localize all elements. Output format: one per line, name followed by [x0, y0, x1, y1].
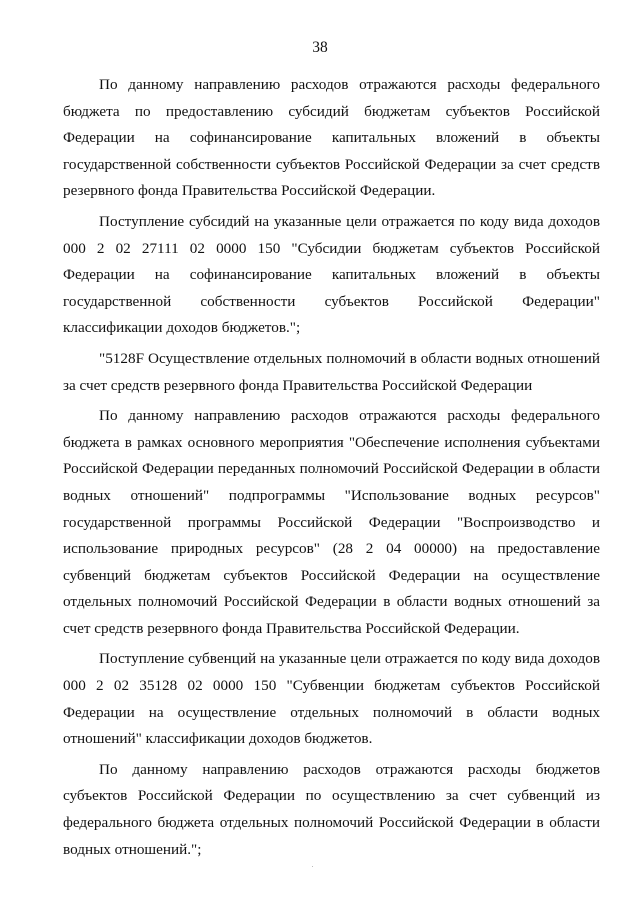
- paragraph-3: "5128F Осуществление отдельных полномочий в области водных отношений за счет средств резервного фонда Правительства Российской Федерации: [63, 349, 600, 394]
- paragraph-2: Поступление субсидий на указанные цели отражается по коду вида доходов 000 2 02 27111 02 0000 150 "Субсидии бюджетам субъектов Российской Федерации на софинансирование капитальных вложений в объекты государственной собственности субъектов Российской Федерации" классификации доходов бюджетов.";: [63, 212, 600, 337]
- document-body: [63, 72, 600, 867]
- paragraph-5: Поступление субвенций на указанные цели отражается по коду вида доходов 000 2 02 35128 02 0000 150 "Субвенции бюджетам субъектов Российской Федерации на осуществление отдельных полномочий в области водных отношений" классификации доходов бюджетов.: [63, 650, 600, 748]
- page-number: 38: [312, 39, 328, 56]
- scan-artifact: [312, 866, 313, 867]
- paragraph-6: По данному направлению расходов отражаются расходы бюджетов субъектов Российской Федерации по осуществлению за счет субвенций из федерального бюджета отдельных полномочий Российской Федерации в области водных отношений.";: [63, 760, 600, 858]
- paragraph-4: По данному направлению расходов отражаются расходы федерального бюджета в рамках основного мероприятия "Обеспечение исполнения субъектами Российской Федерации переданных полномочий Российской Федерации в области водных отношений" подпрограммы "Использование водных ресурсов" государственной программы Российской Федерации "Воспроизводство и использование природных ресурсов" (28 2 04 00000) на предоставление субвенций бюджетам субъектов Российской Федерации на осуществление отдельных полномочий Российской Федерации в области водных отношений за счет средств резервного фонда Правительства Российской Федерации.: [63, 407, 600, 637]
- paragraph-1: По данному направлению расходов отражаются расходы федерального бюджета по предоставлению субсидий бюджетам субъектов Российской Федерации на софинансирование капитальных вложений в объекты государственной собственности субъектов Российской Федерации за счет средств резервного фонда Правительства Российской Федерации.: [63, 76, 600, 200]
